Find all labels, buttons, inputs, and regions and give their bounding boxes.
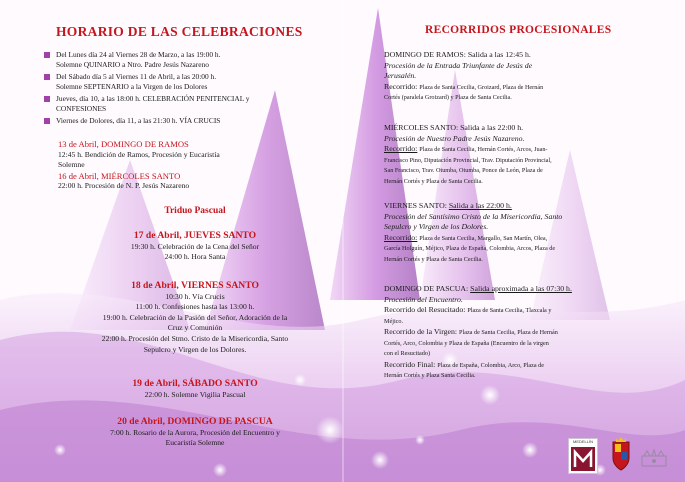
bullet-list — [44, 50, 344, 126]
left-title: HORARIO DE LAS CELEBRACIONES — [56, 24, 303, 39]
bullet-icon — [44, 52, 50, 58]
viernes-santo-block: 18 de Abril, VIERNES SANTO 10:30 h. Vía Crucis 11:00 h. Confesiones hasta las 13:00 h. 19:00 h. Celebración de la Pasión del Señor, Adoración de la Cruz y Comunión 22:00 h. Procesión del Stmo. Cristo de la Misericordia, Santo Sepulcro y Virgen de los Dolores. — [101, 280, 289, 354]
recorrido-domingo-pascua: DOMINGO DE PASCUA: Salida aproximada a las 07:30 h. Procesión del Encuentro. Recorrido del Resucitado: Plaza de Santa Cecilia, Tlaxcala y Méjico. Recorrido de la Virgen: Plaza de Santa Cecilia, Plaza de Hernán Cortés, Arco, Colombia y Plaza de España (Encuentro de la virgen con el Resucitado) Recorrido Final: Plaza de España, Colombia, Arco, Plaza de Hernán Cortés y Plaza Santa Cecilia. — [384, 284, 572, 379]
list-item: Jueves, día 10, a las 18:00 h. CELEBRACIÓN PENITENCIAL y CONFESIONES — [44, 94, 344, 114]
bullet-icon — [44, 96, 50, 102]
list-item: Viernes de Dolores, día 11, a las 21:30 h. VÍA CRUCIS — [44, 116, 344, 126]
medellin-m-icon — [569, 445, 597, 473]
triduo-heading: Triduo Pascual — [164, 206, 226, 216]
list-item: Del Sábado día 5 al Viernes 11 de Abril, a las 20:00 h. Solemne SEPTENARIO a la Virgen de los Dolores — [44, 72, 344, 92]
date-miercoles-santo: 16 de Abril, MIÉRCOLES SANTO — [58, 170, 181, 181]
recorrido-miercoles-santo: MIÉRCOLES SANTO: Salida a las 22:00 h. Procesión de Nuestro Padre Jesús Nazareno. Recorrido: Plaza de Santa Cecilia, Hernán Cortés, Arcos, Juan- Francisco Pino, Diputación Provincial, Trav. Diputación Provincial, San Francisco, Trav. Otumba, Otumba, Ponce de León, Plaza de Hernán Cortés y Plaza de Santa Cecilia. — [384, 123, 552, 185]
sabado-santo-block: 19 de Abril, SÁBADO SANTO 22:00 h. Solemne Vigilia Pascual — [132, 378, 258, 399]
recorrido-viernes-santo: VIERNES SANTO: Salida a las 22:00 h. Procesión del Santísimo Cristo de la Misericordia, Santo Sepulcro y Virgen de los Dolores. Recorrido: Plaza de Santa Cecilia, Margallo, San Martín, Olea, García Holguín, Méjico, Plaza de España, Colombia, Arcos, Plaza de Hernán Cortés y Plaza de Santa Cecilia. — [384, 201, 563, 263]
dates-block: 13 de Abril, DOMINGO DE RAMOS 12:45 h. Bendición de Ramos, Procesión y Eucaristía Solemne 16 de Abril, MIÉRCOLES SANTO 22:00 h. Procesión de N. P. Jesús Nazareno — [58, 139, 338, 192]
bullet-icon — [44, 118, 50, 124]
medellin-logo: MEDELLÍN — [568, 438, 598, 474]
coat-of-arms-icon — [609, 436, 633, 472]
bullet-icon — [44, 74, 50, 80]
jueves-santo-block: 17 de Abril, JUEVES SANTO 19:30 h. Celebración de la Cena del Señor 24:00 h. Hora Santa — [130, 230, 260, 262]
list-item: Del Lunes día 24 al Viernes 28 de Marzo, a las 19:00 h. Solemne QUINARIO a Ntro. Padre Jesús Nazareno — [44, 50, 344, 70]
date-domingo-ramos: 13 de Abril, DOMINGO DE RAMOS — [58, 139, 189, 149]
emblem-icon — [639, 448, 669, 468]
right-title: RECORRIDOS PROCESIONALES — [425, 24, 612, 36]
domingo-pascua-block: 20 de Abril, DOMINGO DE PASCUA 7:00 h. Rosario de la Aurora, Procesión del Encuentro y Eucaristía Solemne — [110, 416, 280, 448]
recorrido-domingo-ramos: DOMINGO DE RAMOS: Salida a las 12:45 h. Procesión de la Entrada Triunfante de Jesús de Jerusalén. Recorrido: Plaza de Santa Cecilia, Groizard, Plaza de Hernán Cortés (paralela Groizard) y Plaza de Santa Cecilia. — [384, 50, 544, 101]
